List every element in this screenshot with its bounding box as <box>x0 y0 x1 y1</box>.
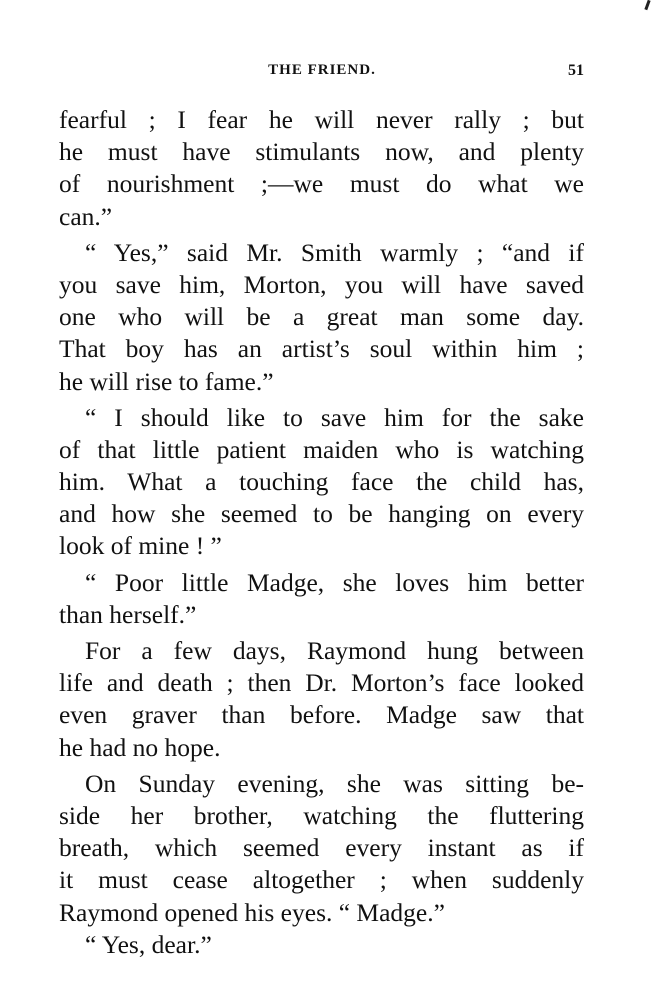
text-line: one who will be a great man some day. <box>59 302 584 332</box>
text-line: look of mine ! ” <box>59 531 222 561</box>
text-line: him. What a touching face the child has, <box>59 467 584 497</box>
text-line: “ Yes, dear.” <box>85 929 212 959</box>
running-title: THE FRIEND. <box>268 62 376 78</box>
text-line: “ I should like to save him for the sake <box>85 402 584 432</box>
text-line: side her brother, watching the fluttering <box>59 800 584 830</box>
text-line: “ Yes,” said Mr. Smith warmly ; “and if <box>85 237 584 267</box>
text-line: of nourishment ;—we must do what we <box>59 169 584 199</box>
text-line: On Sunday evening, she was sitting be- <box>85 768 584 798</box>
text-line: breath, which seemed every instant as if <box>59 833 584 863</box>
text-body <box>59 104 584 961</box>
text-line: than herself.” <box>59 599 197 629</box>
text-line: he had no hope. <box>59 732 221 762</box>
text-line: For a few days, Raymond hung between <box>85 636 584 665</box>
text-line: fearful ; I fear he will never rally ; but <box>59 105 584 134</box>
text-line: he will rise to fame.” <box>59 366 274 396</box>
text-line: That boy has an artist’s soul within him ; <box>59 334 584 364</box>
text-line: you save him, Morton, you will have saved <box>59 269 584 299</box>
text-line: “ Poor little Madge, she loves him better <box>85 567 584 597</box>
text-line: even graver than before. Madge saw that <box>59 700 584 730</box>
page-number: 51 <box>568 62 584 79</box>
page-edge-mark <box>644 0 650 10</box>
text-line: Raymond opened his eyes. “ Madge.” <box>59 897 445 927</box>
text-line: it must cease altogether ; when suddenly <box>59 865 584 895</box>
text-line: of that little patient maiden who is watching <box>59 434 584 464</box>
text-line: and how she seemed to be hanging on every <box>59 499 584 529</box>
text-line: he must have stimulants now, and plenty <box>59 137 584 167</box>
text-line: life and death ; then Dr. Morton’s face looked <box>59 668 584 698</box>
running-head <box>60 62 584 86</box>
text-line: can.” <box>59 201 113 231</box>
